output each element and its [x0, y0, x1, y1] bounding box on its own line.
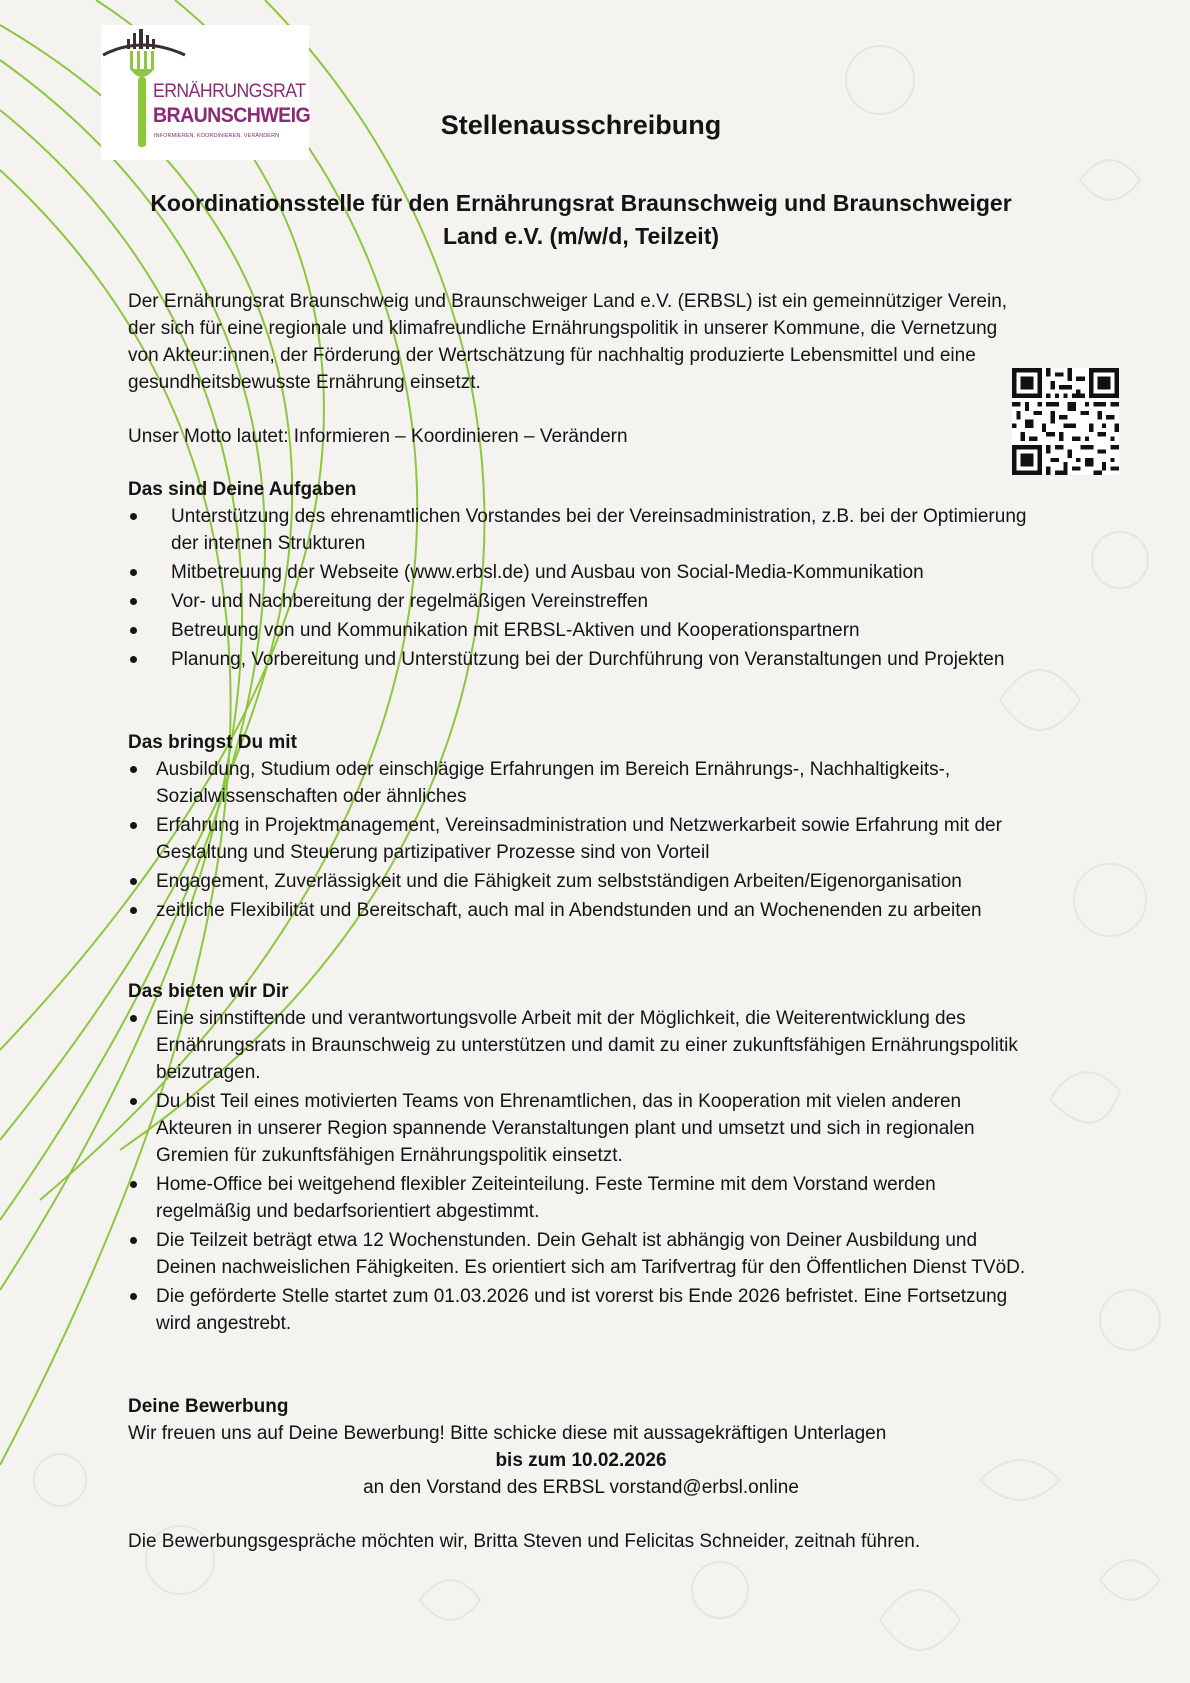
position-title-line2: Land e.V. (m/w/d, Teilzeit) [442, 223, 720, 249]
offer-item: Die Teilzeit beträgt etwa 12 Wochenstunden. Dein Gehalt ist abhängig von Deiner Ausbildung und Deinen nachweislichen Fähigkeiten. Es orientiert sich am Tarifvertrag für den Öffentlichen Dienst TVöD. [128, 1227, 1034, 1281]
qr-code [1012, 368, 1119, 475]
offer-item: Eine sinnstiftende und verantwortungsvolle Arbeit mit der Möglichkeit, die Weiterentwicklung des Ernährungsrats in Braunschweig zu unterstützen und damit zu einer zukunftsfähigen Ernährungspolitik beizutragen. [128, 1005, 1034, 1086]
requirements-section [128, 729, 1034, 926]
tasks-section [128, 476, 1034, 675]
logo-text-braunschweig: BRAUNSCHWEIG [153, 104, 311, 127]
task-item: Betreuung von und Kommunikation mit ERBSL-Aktiven und Kooperationspartnern [128, 617, 1034, 644]
logo-tagline: INFORMIEREN. KOORDINIEREN. VERÄNDERN [154, 133, 280, 139]
application-recipient: an den Vorstand des ERBSL vorstand@erbsl.online [363, 1477, 799, 1498]
intro-paragraph: Der Ernährungsrat Braunschweig und Braunschweiger Land e.V. (ERBSL) ist ein gemeinnütziger Verein, der sich für eine regionale und klimafreundliche Ernährungspolitik in unserer Kommune, die Vernetzung von Akteur:innen, der Förderung der Wertschätzung für nachhaltig produzierte Lebensmittel und eine gesundheitsbewusste Ernährung einsetzt. [128, 291, 1008, 393]
tasks-heading: Das sind Deine Aufgaben [128, 479, 357, 500]
requirement-item: zeitliche Flexibilität und Bereitschaft, auch mal in Abendstunden und an Wochenenden zu arbeiten [128, 897, 1034, 924]
requirements-heading: Das bringst Du mit [128, 732, 297, 753]
task-item: Planung, Vorbereitung und Unterstützung bei der Durchführung von Veranstaltungen und Projekten [128, 646, 1034, 673]
application-section [128, 1393, 1034, 1555]
application-deadline: bis zum 10.02.2026 [495, 1450, 667, 1471]
requirement-item: Ausbildung, Studium oder einschlägige Erfahrungen im Bereich Ernährungs-, Nachhaltigkeits-, Sozialwissenschaften oder ähnliches [128, 756, 1034, 810]
requirement-item: Engagement, Zuverlässigkeit und die Fähigkeit zum selbstständigen Arbeiten/Eigenorganisation [128, 868, 1034, 895]
logo-text-ernaehrungsrat: ERNÄHRUNGSRAT [153, 81, 306, 102]
application-text: Wir freuen uns auf Deine Bewerbung! Bitte schicke diese mit aussagekräftigen Unterlagen [128, 1423, 887, 1444]
task-item: Unterstützung des ehrenamtlichen Vorstandes bei der Vereinsadministration, z.B. bei der Optimierung der internen Strukturen [128, 503, 1034, 557]
task-item: Mitbetreuung der Webseite (www.erbsl.de) und Ausbau von Social-Media-Kommunikation [128, 559, 1034, 586]
intro-section [128, 288, 1028, 450]
offer-heading: Das bieten wir Dir [128, 981, 289, 1002]
ernaehrungsrat-logo [101, 25, 309, 160]
position-title-line1: Koordinationsstelle für den Ernährungsrat Braunschweig und Braunschweiger [150, 190, 1012, 216]
offer-item: Die geförderte Stelle startet zum 01.03.2026 und ist vorerst bis Ende 2026 befristet. Eine Fortsetzung wird angestrebt. [128, 1283, 1034, 1337]
motto: Unser Motto lautet: Informieren – Koordinieren – Verändern [128, 426, 628, 447]
offer-item: Home-Office bei weitgehend flexibler Zeiteinteilung. Feste Termine mit dem Vorstand werden regelmäßig und bedarfsorientiert abgestimmt. [128, 1171, 1034, 1225]
offer-section [128, 978, 1034, 1339]
application-heading: Deine Bewerbung [128, 1396, 289, 1417]
position-title [128, 187, 1034, 253]
requirement-item: Erfahrung in Projektmanagement, Vereinsadministration und Netzwerkarbeit sowie Erfahrung mit der Gestaltung und Steuerung partizipativer Prozesse sind von Vorteil [128, 812, 1034, 866]
offer-item: Du bist Teil eines motivierten Teams von Ehrenamtlichen, das in Kooperation mit vielen anderen Akteuren in unserer Region spannende Veranstaltungen plant und umsetzt und sich in regionalen Gremien für zukunftsfähigen Ernährungspolitik einsetzt. [128, 1088, 1034, 1169]
interview-note: Die Bewerbungsgespräche möchten wir, Britta Steven und Felicitas Schneider, zeitnah führen. [128, 1531, 921, 1552]
page-title: Stellenausschreibung [440, 110, 722, 140]
task-item: Vor- und Nachbereitung der regelmäßigen Vereinstreffen [128, 588, 1034, 615]
